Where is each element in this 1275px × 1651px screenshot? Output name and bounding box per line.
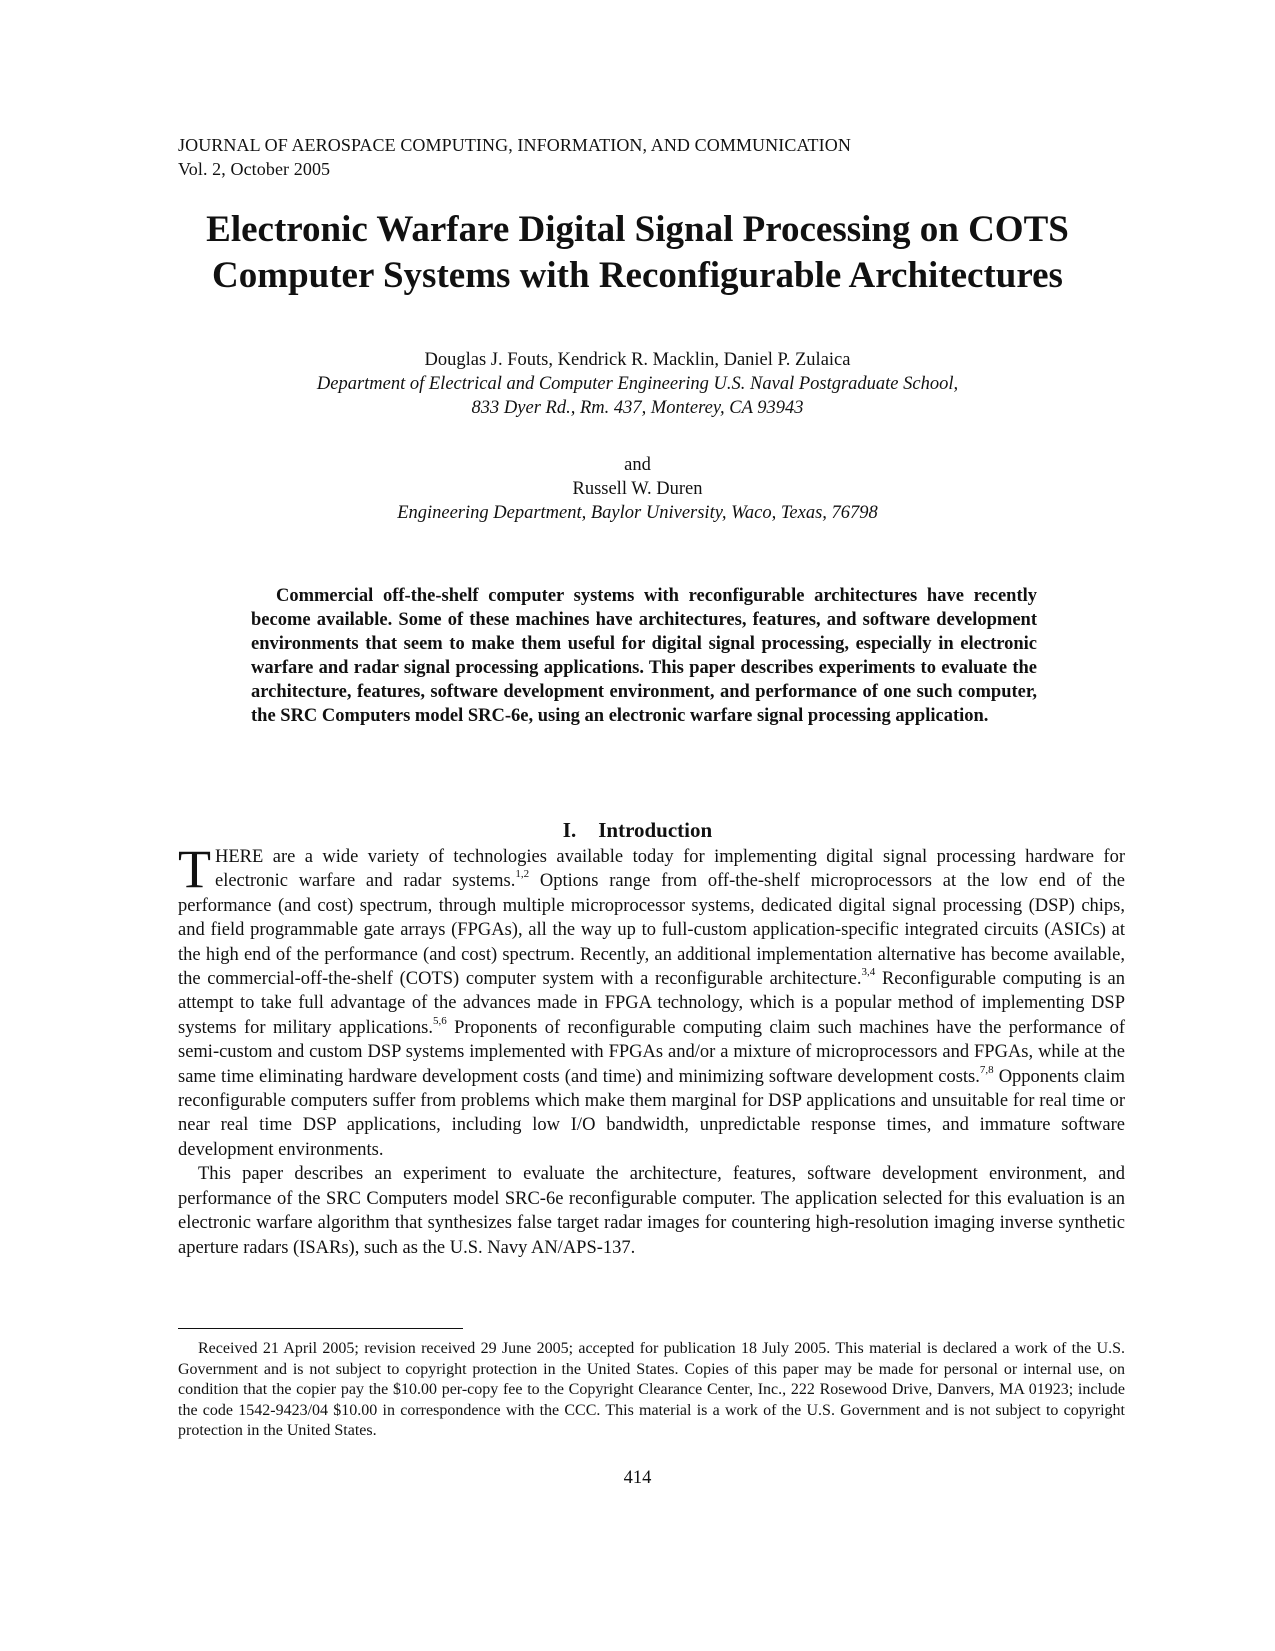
and-separator: and (624, 455, 651, 475)
section-title: Introduction (598, 818, 713, 842)
affiliation-1-line-2: 833 Dyer Rd., Rm. 437, Monterey, CA 93943 (471, 398, 804, 418)
page-number: 414 (623, 1468, 652, 1488)
text-run: Proponents of reconfigurable computing claim such machines have the performance of semi-custom and custom DSP systems implemented with FPGAs and/or a mixture of microprocessors and FPGAs, while at the same time eliminating hardware development costs (and time) and minimizing software development costs. (178, 1017, 1125, 1087)
footnote-divider (178, 1328, 463, 1329)
text-run: HERE are a wide variety of technologies available today for implementing digital signal processing hardware for electronic warfare and radar systems. (215, 847, 1125, 892)
drop-cap: T (178, 839, 211, 899)
author-block (150, 348, 1125, 420)
affiliation-2: Engineering Department, Baylor University, Waco, Texas, 76798 (397, 503, 878, 523)
text-run: Opponents claim reconfigurable computers suffer from problems which make them marginal for DSP applications and unsuitable for real time or near real time DSP applications, including low I/O bandwidth, unpredictable response times, and immature software development environments. (178, 1066, 1125, 1160)
title-line-1: Electronic Warfare Digital Signal Processing on COTS (206, 209, 1069, 250)
footnote: Received 21 April 2005; revision received 29 June 2005; accepted for publication 18 July 2005. This material is declared a work of the U.S. Government and is not subject to copyright protection in the United States. Copies of this paper may be made for personal or internal use, on condition that the copier pay the $10.00 per-copy fee to the Copyright Clearance Center, Inc., 222 Rosewood Drive, Danvers, MA 01923; include the code 1542-9423/04 $10.00 in correspondence with the CCC. This material is a work of the U.S. Government and is not subject to copyright protection in the United States. (178, 1340, 1125, 1439)
section-heading (150, 817, 1125, 843)
author-names-2: Russell W. Duren (572, 479, 703, 499)
paper-title (150, 207, 1125, 299)
body-text (178, 839, 1125, 1260)
affiliation-1-line-1: Department of Electrical and Computer Engineering U.S. Naval Postgraduate School, (316, 374, 959, 394)
journal-name: JOURNAL OF AEROSPACE COMPUTING, INFORMATION, AND COMMUNICATION (178, 135, 851, 155)
journal-header (178, 133, 851, 181)
paragraph-2: This paper describes an experiment to evaluate the architecture, features, software development environment, and performance of the SRC Computers model SRC-6e reconfigurable computer. The application selected for this evaluation is an electronic warfare algorithm that synthesizes false target radar images for countering high-resolution imaging inverse synthetic aperture radars (ISARs), such as the U.S. Navy AN/APS-137. (178, 1164, 1125, 1258)
paragraph-1 (178, 839, 1125, 1162)
section-number: I. (562, 818, 577, 842)
title-line-2: Computer Systems with Reconfigurable Architectures (212, 255, 1063, 296)
author-block-2 (150, 453, 1125, 525)
author-names-1: Douglas J. Fouts, Kendrick R. Macklin, Daniel P. Zulaica (424, 350, 851, 370)
text-run: Reconfigurable computing is an attempt to take full advantage of the advances made in FPGA technology, which is a popular method of implementing DSP systems for military applications. (178, 969, 1125, 1038)
citation: 3,4 (861, 965, 876, 978)
journal-volume: Vol. 2, October 2005 (178, 159, 331, 179)
citation: 5,6 (432, 1014, 447, 1027)
text-run: Options range from off-the-shelf microprocessors at the low end of the performance (and cost) spectrum, through multiple microprocessor systems, dedicated digital signal processing (DSP) chips, and field programmable gate arrays (FPGAs), all the way up to full-custom application-specific integrated circuits (ASICs) at the high end of the performance (and cost) spectrum. Recently, an additional implementation alternative has become available, the commercial-off-the-shelf (COTS) computer system with a reconfigurable architecture. (178, 871, 1125, 990)
abstract: Commercial off-the-shelf computer systems with reconfigurable architectures have recently become available. Some of these machines have architectures, features, and software development environments that seem to make them useful for digital signal processing, especially in electronic warfare and radar signal processing applications. This paper describes experiments to evaluate the architecture, features, software development environment, and performance of one such computer, the SRC Computers model SRC-6e, using an electronic warfare signal processing application. (251, 586, 1037, 726)
citation: 7,8 (979, 1063, 994, 1076)
citation: 1,2 (515, 868, 530, 881)
